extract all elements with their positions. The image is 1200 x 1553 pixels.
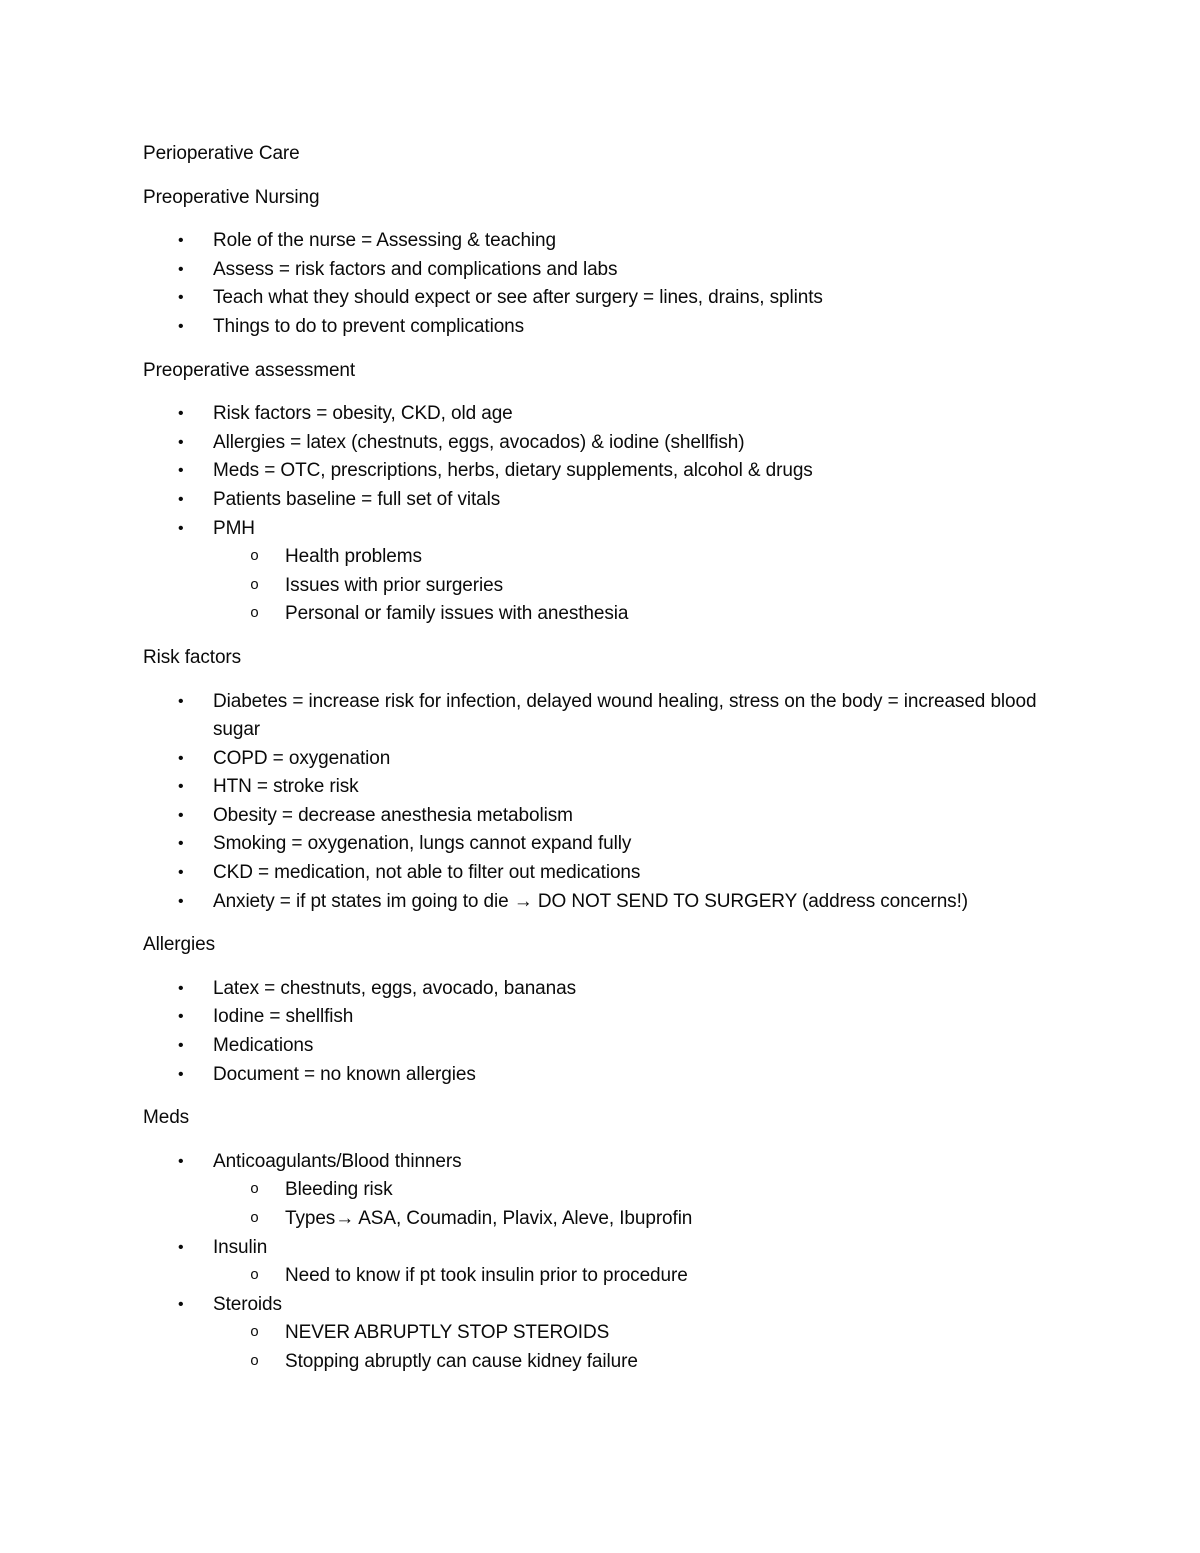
bullet-text: Anxiety = if pt states im going to die → DO NOT SEND TO SURGERY (address concerns!): [213, 890, 968, 912]
bullet-item: [143, 888, 1062, 917]
bullet-text: HTN = stroke risk: [213, 776, 359, 798]
bullet-item: [143, 313, 1062, 342]
bullet-marker-icon: •: [178, 1065, 184, 1083]
sub-bullet-item: [213, 1176, 1062, 1205]
bullet-marker-icon: •: [178, 979, 184, 997]
bullet-text: Meds = OTC, prescriptions, herbs, dietary supplements, alcohol & drugs: [213, 460, 813, 482]
sub-bullet-text: Types→ ASA, Coumadin, Plavix, Aleve, Ibuprofin: [285, 1208, 693, 1229]
bullet-item: [143, 1148, 1062, 1234]
bullet-text: Risk factors = obesity, CKD, old age: [213, 403, 513, 425]
bullet-marker-icon: •: [178, 892, 184, 910]
bullet-text: Patients baseline = full set of vitals: [213, 488, 501, 510]
bullet-text: Diabetes = increase risk for infection, delayed wound healing, stress on the body = increased blood sugar: [213, 690, 1037, 741]
bullet-marker-icon: •: [178, 462, 184, 480]
bullet-marker-icon: •: [178, 692, 184, 710]
bullet-item: [143, 975, 1062, 1004]
bullet-marker-icon: •: [178, 490, 184, 508]
bullet-list: [143, 400, 1062, 629]
section-heading: Risk factors: [143, 646, 242, 668]
bullet-text: Teach what they should expect or see after surgery = lines, drains, splints: [213, 287, 823, 309]
sub-bullet-item: [213, 1348, 1062, 1377]
section-heading: Allergies: [143, 934, 215, 956]
bullet-text: Latex = chestnuts, eggs, avocado, bananas: [213, 977, 576, 999]
bullet-item: [143, 284, 1062, 313]
bullet-text: Role of the nurse = Assessing & teaching: [213, 230, 556, 252]
bullet-marker-icon: •: [178, 289, 184, 307]
bullet-list: [143, 1148, 1062, 1377]
bullet-marker-icon: •: [178, 1238, 184, 1256]
bullet-marker-icon: •: [178, 232, 184, 250]
bullet-marker-icon: •: [178, 806, 184, 824]
bullet-text: Allergies = latex (chestnuts, eggs, avocados) & iodine (shellfish): [213, 431, 745, 453]
bullet-text: Steroids: [213, 1293, 282, 1315]
bullet-item: [143, 1003, 1062, 1032]
bullet-text: CKD = medication, not able to filter out medications: [213, 862, 641, 884]
bullet-text: Things to do to prevent complications: [213, 315, 525, 337]
sub-bullet-item: [213, 1262, 1062, 1291]
bullet-marker-icon: •: [178, 778, 184, 796]
bullet-item: [143, 688, 1062, 745]
sub-bullet-list: [213, 1319, 1062, 1376]
sub-bullet-text: Need to know if pt took insulin prior to procedure: [285, 1265, 688, 1287]
bullet-text: Medications: [213, 1035, 314, 1057]
bullet-text: Insulin: [213, 1236, 268, 1258]
bullet-marker-icon: •: [178, 1152, 184, 1170]
bullet-item: [143, 1032, 1062, 1061]
sub-bullet-marker-icon: o: [250, 1324, 259, 1342]
bullet-text: Document = no known allergies: [213, 1063, 476, 1085]
sub-bullet-item: [213, 572, 1062, 601]
sub-bullet-item: [213, 1205, 1062, 1234]
sub-bullet-item: [213, 543, 1062, 572]
sub-bullet-list: [213, 1176, 1062, 1233]
bullet-marker-icon: •: [178, 1008, 184, 1026]
sub-bullet-marker-icon: o: [250, 605, 259, 623]
section-preoperative-nursing: [143, 184, 1062, 342]
bullet-text: Iodine = shellfish: [213, 1006, 354, 1028]
bullet-item: [143, 773, 1062, 802]
sub-bullet-item: [213, 600, 1062, 629]
sub-bullet-marker-icon: o: [250, 1352, 259, 1370]
bullet-marker-icon: •: [178, 405, 184, 423]
sub-bullet-text: Stopping abruptly can cause kidney failure: [285, 1350, 638, 1372]
section-allergies: [143, 931, 1062, 1089]
sub-bullet-text: Issues with prior surgeries: [285, 574, 503, 596]
sub-bullet-marker-icon: o: [250, 1181, 259, 1199]
sub-bullet-item: [213, 1319, 1062, 1348]
section-heading: Preoperative Nursing: [143, 186, 320, 208]
sub-bullet-text: Health problems: [285, 546, 422, 568]
bullet-item: [143, 227, 1062, 256]
bullet-text: PMH: [213, 517, 255, 539]
bullet-item: [143, 1234, 1062, 1291]
bullet-list: [143, 975, 1062, 1089]
sub-bullet-text: NEVER ABRUPTLY STOP STEROIDS: [285, 1322, 610, 1344]
bullet-text: Assess = risk factors and complications and labs: [213, 258, 618, 280]
bullet-item: [143, 802, 1062, 831]
bullet-item: [143, 457, 1062, 486]
bullet-item: [143, 256, 1062, 285]
bullet-item: [143, 486, 1062, 515]
section-heading: Preoperative assessment: [143, 359, 356, 381]
sub-bullet-text: Personal or family issues with anesthesia: [285, 603, 629, 625]
bullet-marker-icon: •: [178, 1037, 184, 1055]
sub-bullet-list: [213, 543, 1062, 629]
section-risk-factors: [143, 644, 1062, 916]
bullet-marker-icon: •: [178, 260, 184, 278]
bullet-item: [143, 400, 1062, 429]
sub-bullet-text: Bleeding risk: [285, 1179, 393, 1201]
sub-bullet-marker-icon: o: [250, 548, 259, 566]
sub-bullet-list: [213, 1262, 1062, 1291]
bullet-marker-icon: •: [178, 1295, 184, 1313]
bullet-list: [143, 227, 1062, 341]
bullet-marker-icon: •: [178, 317, 184, 335]
bullet-text: COPD = oxygenation: [213, 747, 391, 769]
section-meds: [143, 1104, 1062, 1376]
document-title: Perioperative Care: [143, 143, 300, 164]
section-preoperative-assessment: [143, 357, 1062, 629]
bullet-item: [143, 515, 1062, 629]
bullet-marker-icon: •: [178, 835, 184, 853]
bullet-text: Smoking = oxygenation, lungs cannot expand fully: [213, 833, 632, 855]
bullet-item: [143, 1061, 1062, 1090]
sub-bullet-marker-icon: o: [250, 1267, 259, 1285]
bullet-marker-icon: •: [178, 864, 184, 882]
bullet-item: [143, 745, 1062, 774]
bullet-item: [143, 859, 1062, 888]
bullet-item: [143, 830, 1062, 859]
bullet-text: Anticoagulants/Blood thinners: [213, 1150, 462, 1172]
sub-bullet-marker-icon: o: [250, 1210, 259, 1227]
bullet-marker-icon: •: [178, 519, 184, 537]
section-heading: Meds: [143, 1107, 190, 1129]
bullet-text: Obesity = decrease anesthesia metabolism: [213, 804, 573, 826]
bullet-item: [143, 429, 1062, 458]
bullet-item: [143, 1291, 1062, 1377]
bullet-marker-icon: •: [178, 749, 184, 767]
sub-bullet-marker-icon: o: [250, 576, 259, 594]
bullet-marker-icon: •: [178, 433, 184, 451]
bullet-list: [143, 688, 1062, 917]
